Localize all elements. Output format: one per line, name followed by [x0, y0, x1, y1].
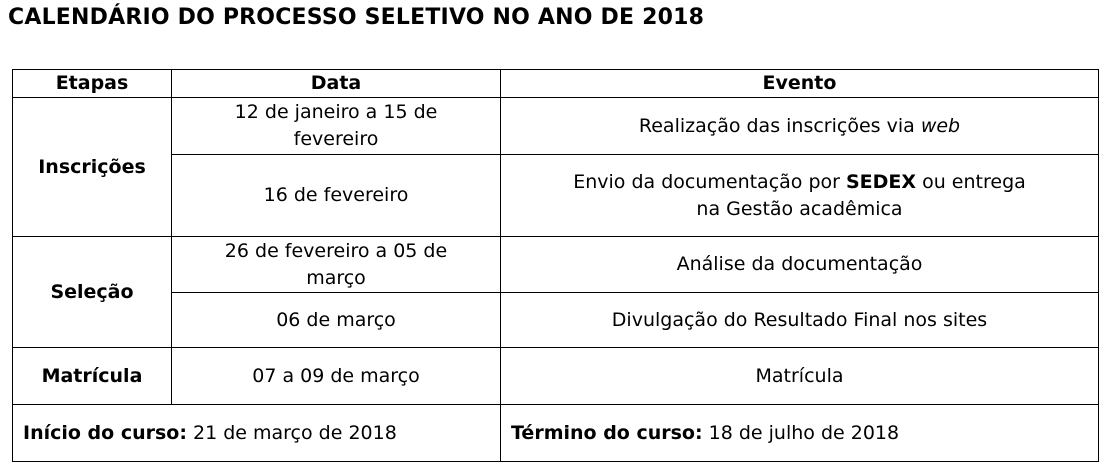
event-text-suffix: ou entrega na Gestão acadêmica	[696, 170, 1026, 220]
course-end-label: Término do curso:	[511, 421, 703, 444]
stage-inscricoes: Inscrições	[13, 98, 172, 237]
date-cell: 12 de janeiro a 15 de fevereiro	[172, 98, 501, 155]
table-row	[13, 237, 1099, 293]
course-start-label: Início do curso:	[23, 421, 187, 444]
course-start-cell	[13, 405, 501, 462]
date-cell: 06 de março	[172, 293, 501, 348]
table-footer-row	[13, 405, 1099, 462]
header-evento: Evento	[501, 70, 1099, 98]
table-row	[13, 155, 1099, 237]
event-cell	[501, 155, 1099, 237]
date-cell: 07 a 09 de março	[172, 348, 501, 405]
date-cell: 16 de fevereiro	[172, 155, 501, 237]
event-text: Envio da documentação por	[573, 170, 846, 193]
calendar-table	[12, 69, 1099, 462]
table-row	[13, 98, 1099, 155]
document-title: CALENDÁRIO DO PROCESSO SELETIVO NO ANO DE 2018	[8, 5, 705, 30]
table-row	[13, 293, 1099, 348]
stage-selecao: Seleção	[13, 237, 172, 348]
event-cell: Análise da documentação	[501, 237, 1099, 293]
course-start-value: 21 de março de 2018	[186, 421, 397, 444]
event-cell: Matrícula	[501, 348, 1099, 405]
header-data: Data	[172, 70, 501, 98]
date-cell: 26 de fevereiro a 05 de março	[172, 237, 501, 293]
table-row	[13, 348, 1099, 405]
table-header-row	[13, 70, 1099, 98]
header-etapas: Etapas	[13, 70, 172, 98]
event-text: Realização das inscrições via	[638, 114, 921, 137]
event-bold: SEDEX	[846, 170, 917, 193]
event-cell	[501, 98, 1099, 155]
course-end-cell	[501, 405, 1099, 462]
course-end-value: 18 de julho de 2018	[702, 421, 900, 444]
event-emphasis: web	[920, 114, 961, 137]
event-cell: Divulgação do Resultado Final nos sites	[501, 293, 1099, 348]
stage-matricula: Matrícula	[13, 348, 172, 405]
